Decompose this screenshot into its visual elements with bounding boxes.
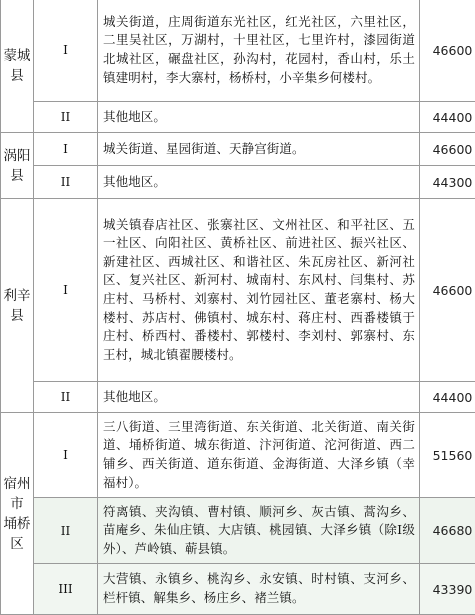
- area-cell: 城关街道、星园街道、天静宫街道。: [98, 133, 420, 166]
- grade-cell: I: [34, 199, 98, 382]
- table-row: [1, 166, 475, 199]
- table-row: [1, 498, 475, 564]
- area-cell: 大营镇、永镇乡、桃沟乡、永安镇、时村镇、支河乡、栏杆镇、解集乡、杨庄乡、褚兰镇。: [98, 564, 420, 615]
- table-row: [1, 382, 475, 413]
- grade-cell: I: [34, 0, 98, 102]
- grade-cell: III: [34, 564, 98, 615]
- grade-cell: II: [34, 382, 98, 413]
- county-cell-lixin: [1, 199, 34, 413]
- county-name-line: 蒙城: [1, 46, 33, 66]
- area-cell: 符离镇、夹沟镇、曹村镇、顺河乡、灰古镇、蒿沟乡、苗庵乡、朱仙庄镇、大店镇、桃园镇、大泽乡镇（除I级外）、芦岭镇、蕲县镇。: [98, 498, 420, 564]
- grade-cell: I: [34, 413, 98, 498]
- county-name-line: 县: [1, 306, 33, 326]
- area-cell: 城关镇春店社区、张寨社区、文州社区、和平社区、五一社区、向阳社区、黄桥社区、前进社区、振兴社区、新建社区、西城社区、和谐社区、朱瓦房社区、新河社区、复兴社区、新河村、城南村、东风村、闫集村、苏庄村、马桥村、刘寨村、刘竹园社区、董老寨村、杨大楼村、苏店村、佛镇村、城东村、蒋庄村、西番楼镇于庄村、桥西村、番楼村、郭楼村、李刘村、郭寨村、东王村，城北镇翟腰楼村。: [98, 199, 420, 382]
- area-cell: 三八街道、三里湾街道、东关街道、北关街道、南关街道、埇桥街道、城东街道、汴河街道、沱河街道、西二铺乡、西关街道、道东街道、金海街道、大泽乡镇（幸福村）。: [98, 413, 420, 498]
- county-name-line: 利辛: [1, 286, 33, 306]
- amount-cell: 44300: [420, 166, 475, 199]
- table-row: [1, 564, 475, 615]
- amount-cell: 44400: [420, 382, 475, 413]
- amount-cell: 46600: [420, 199, 475, 382]
- county-cell-yongqiao: [1, 413, 34, 615]
- county-cell-guoyang: [1, 133, 34, 199]
- area-cell: 城关街道，庄周街道东光社区，红光社区，六里社区，二里吴社区，万湖村，十里社区，七里许村，漆园街道北城社区，碾盘社区，孙沟村，花园村，香山村，乐土镇建明村，李大寨村，杨桥村，小辛集乡何楼村。: [98, 0, 420, 102]
- table-row: [1, 199, 475, 382]
- county-name-line: 县: [1, 166, 33, 186]
- county-name-line: 区: [1, 534, 33, 554]
- county-name-line: 涡阳: [1, 146, 33, 166]
- county-cell-mengcheng: [1, 0, 34, 133]
- amount-cell: 46600: [420, 133, 475, 166]
- amount-cell: 46680: [420, 498, 475, 564]
- grade-cell: II: [34, 102, 98, 133]
- county-name-line: 宿州: [1, 474, 33, 494]
- amount-cell: 43390: [420, 564, 475, 615]
- county-name-line: 县: [1, 66, 33, 86]
- county-name-line: 埇桥: [1, 514, 33, 534]
- area-cell: 其他地区。: [98, 166, 420, 199]
- amount-cell: 51560: [420, 413, 475, 498]
- amount-cell: 46600: [420, 0, 475, 102]
- county-name-line: 市: [1, 494, 33, 514]
- area-cell: 其他地区。: [98, 102, 420, 133]
- table-row: [1, 0, 475, 102]
- amount-cell: 44400: [420, 102, 475, 133]
- table-row: [1, 413, 475, 498]
- table-row: [1, 133, 475, 166]
- area-cell: 其他地区。: [98, 382, 420, 413]
- grade-cell: I: [34, 133, 98, 166]
- grade-cell: II: [34, 498, 98, 564]
- grade-cell: II: [34, 166, 98, 199]
- table-row: [1, 102, 475, 133]
